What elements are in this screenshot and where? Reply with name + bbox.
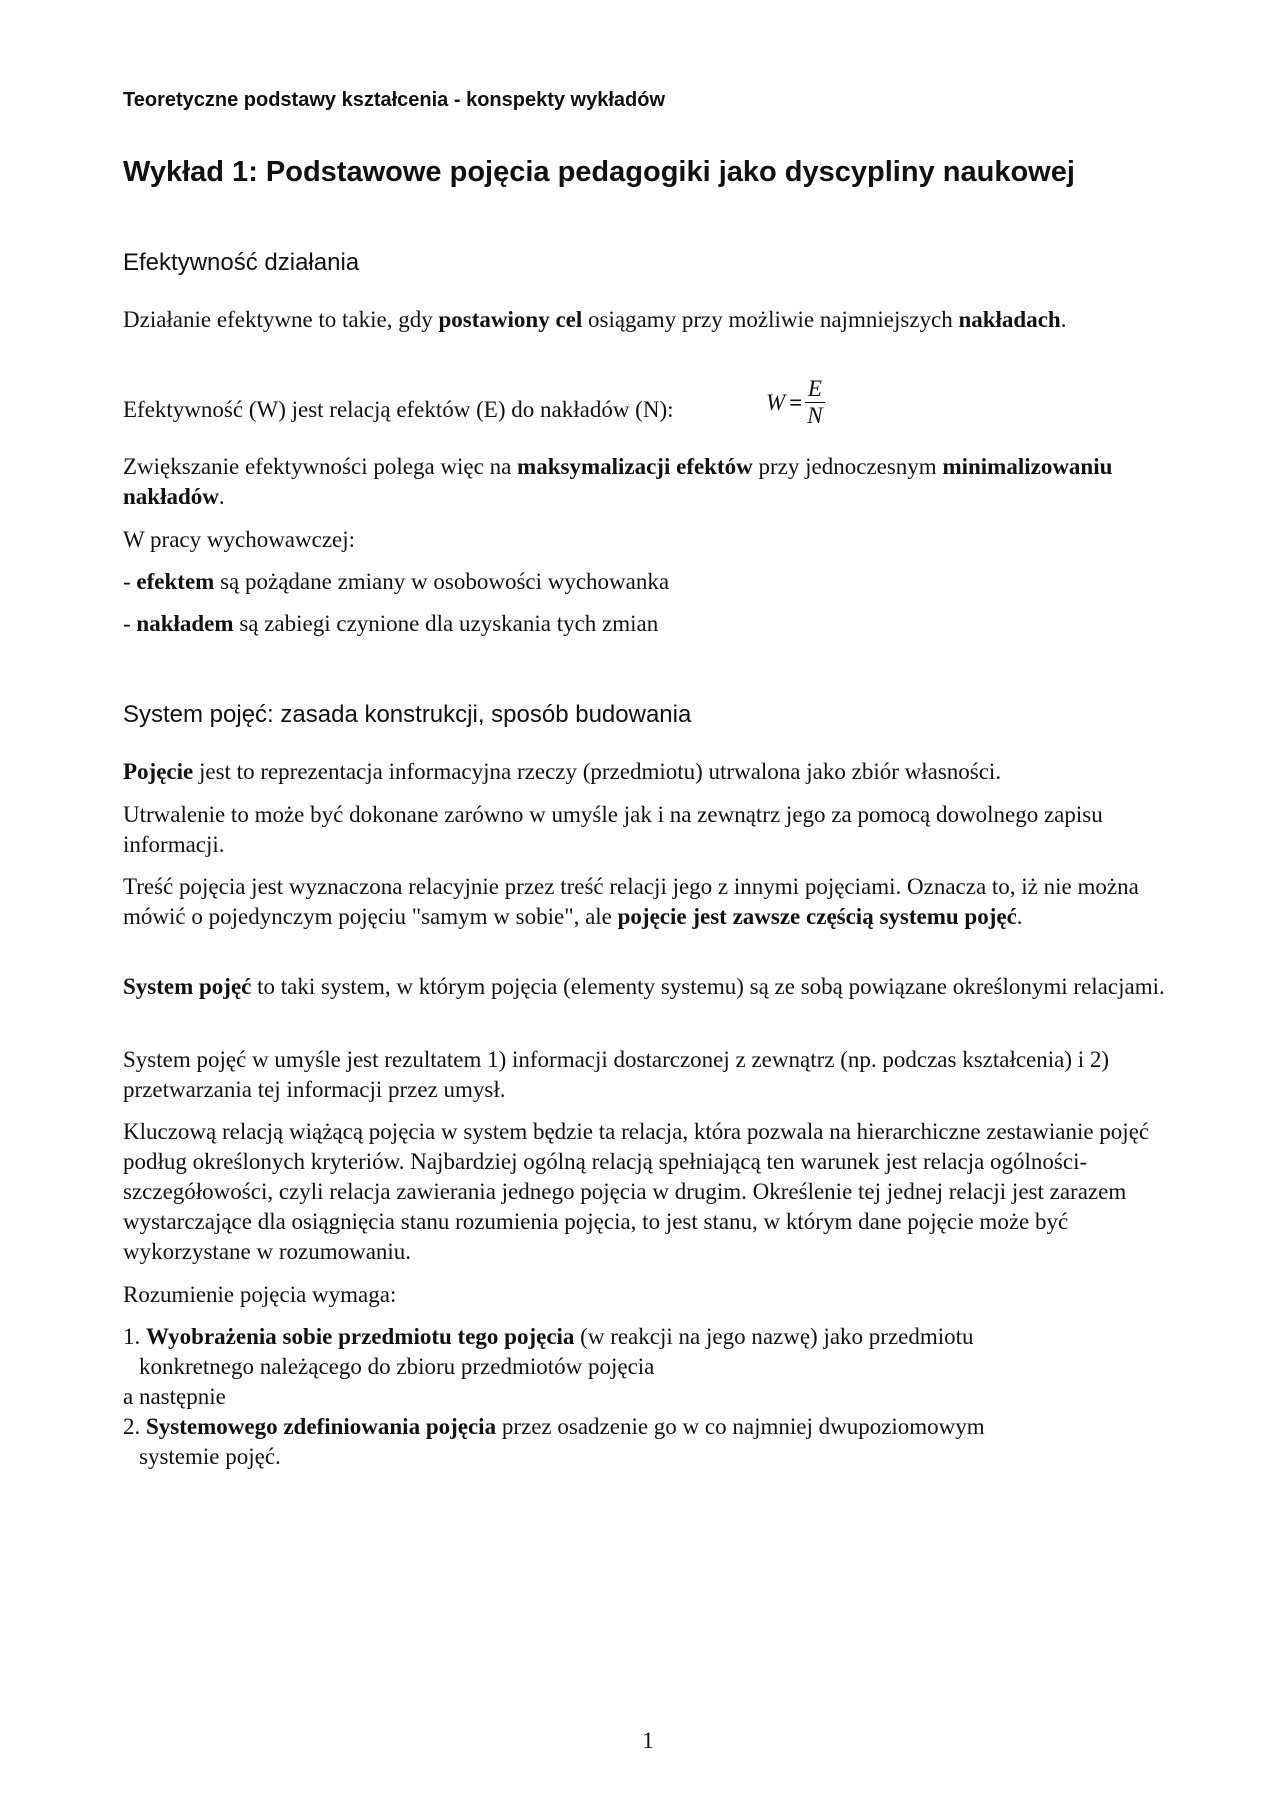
formula-lhs: W (766, 389, 786, 415)
efficiency-formula (766, 376, 825, 429)
section-heading-efficiency: Efektywność działania (123, 249, 360, 276)
page-number: 1 (642, 1728, 654, 1753)
formula-numerator: E (807, 376, 822, 401)
numbered-item-2: 2. Systemowego zdefiniowania pojęcia przez osadzenie go w co najmniej dwupoziomowym systemie pojęć. (123, 1414, 985, 1469)
formula-equals: = (789, 389, 803, 415)
connector-text: a następnie (123, 1384, 226, 1409)
document-header: Teoretyczne podstawy kształcenia - konspekty wykładów (123, 89, 666, 111)
list-item-effect: - efektem są pożądane zmiany w osobowości wychowanka (123, 569, 670, 594)
paragraph-concept-content: Treść pojęcia jest wyznaczona relacyjnie przez treść relacji jego z innymi pojęciami. Oznacza to, iż nie można mówić o pojedynczym pojęciu "samym w sobie", ale pojęcie jest zawsze częścią systemu pojęć. (123, 874, 1139, 929)
paragraph-fixation: Utrwalenie to może być dokonane zarówno w umyśle jak i na zewnątrz jego za pomocą dowolnego zapisu informacji. (123, 802, 1103, 857)
section-heading-concept-system: System pojęć: zasada konstrukcji, sposób budowania (123, 701, 692, 728)
paragraph-concept-definition: Pojęcie jest to reprezentacja informacyjna rzeczy (przedmiotu) utrwalona jako zbiór własności. (123, 759, 1002, 784)
paragraph-efficiency-definition: Efektywność (W) jest relacją efektów (E) do nakładów (N): (123, 397, 674, 422)
paragraph-key-relation: Kluczową relacją wiążącą pojęcia w system będzie ta relacja, która pozwala na hierarchiczne zestawianie pojęć podług określonych kryteriów. Najbardziej ogólną relacją spełniającą ten warunek jest relacja ogólności-szczegółowości, czyli relacja zawierania jednego pojęcia w drugim. Określenie tej jednej relacji jest zarazem wystarczające dla osiągnięcia stanu rozumienia pojęcia, to jest stanu, w którym dane pojęcie może być wykorzystane w rozumowaniu. (123, 1119, 1150, 1264)
paragraph-understanding-requires: Rozumienie pojęcia wymaga: (123, 1282, 397, 1307)
formula-denominator: N (807, 403, 823, 428)
paragraph-efficient-action: Działanie efektywne to takie, gdy postawiony cel osiągamy przy możliwie najmniejszych nakładach. (123, 307, 1067, 332)
lecture-title: Wykład 1: Podstawowe pojęcia pedagogiki jako dyscypliny naukowej (123, 156, 1075, 188)
numbered-item-1: 1. Wyobrażenia sobie przedmiotu tego pojęcia (w reakcji na jego nazwę) jako przedmiotu konkretnego należącego do zbioru przedmiotów pojęcia (123, 1324, 974, 1379)
paragraph-increasing-efficiency: Zwiększanie efektywności polega więc na maksymalizacji efektów przy jednoczesnym minimalizowaniu nakładów. (123, 454, 1113, 509)
formula-fraction (805, 376, 824, 429)
paragraph-concept-system: System pojęć to taki system, w którym pojęcia (elementy systemu) są ze sobą powiązane określonymi relacjami. (123, 974, 1165, 999)
paragraph-system-in-mind: System pojęć w umyśle jest rezultatem 1) informacji dostarczonej z zewnątrz (np. podczas kształcenia) i 2) przetwarzania tej informacji przez umysł. (123, 1047, 1110, 1102)
list-item-input: - nakładem są zabiegi czynione dla uzyskania tych zmian (123, 611, 659, 636)
paragraph-educational-work: W pracy wychowawczej: (123, 527, 356, 552)
